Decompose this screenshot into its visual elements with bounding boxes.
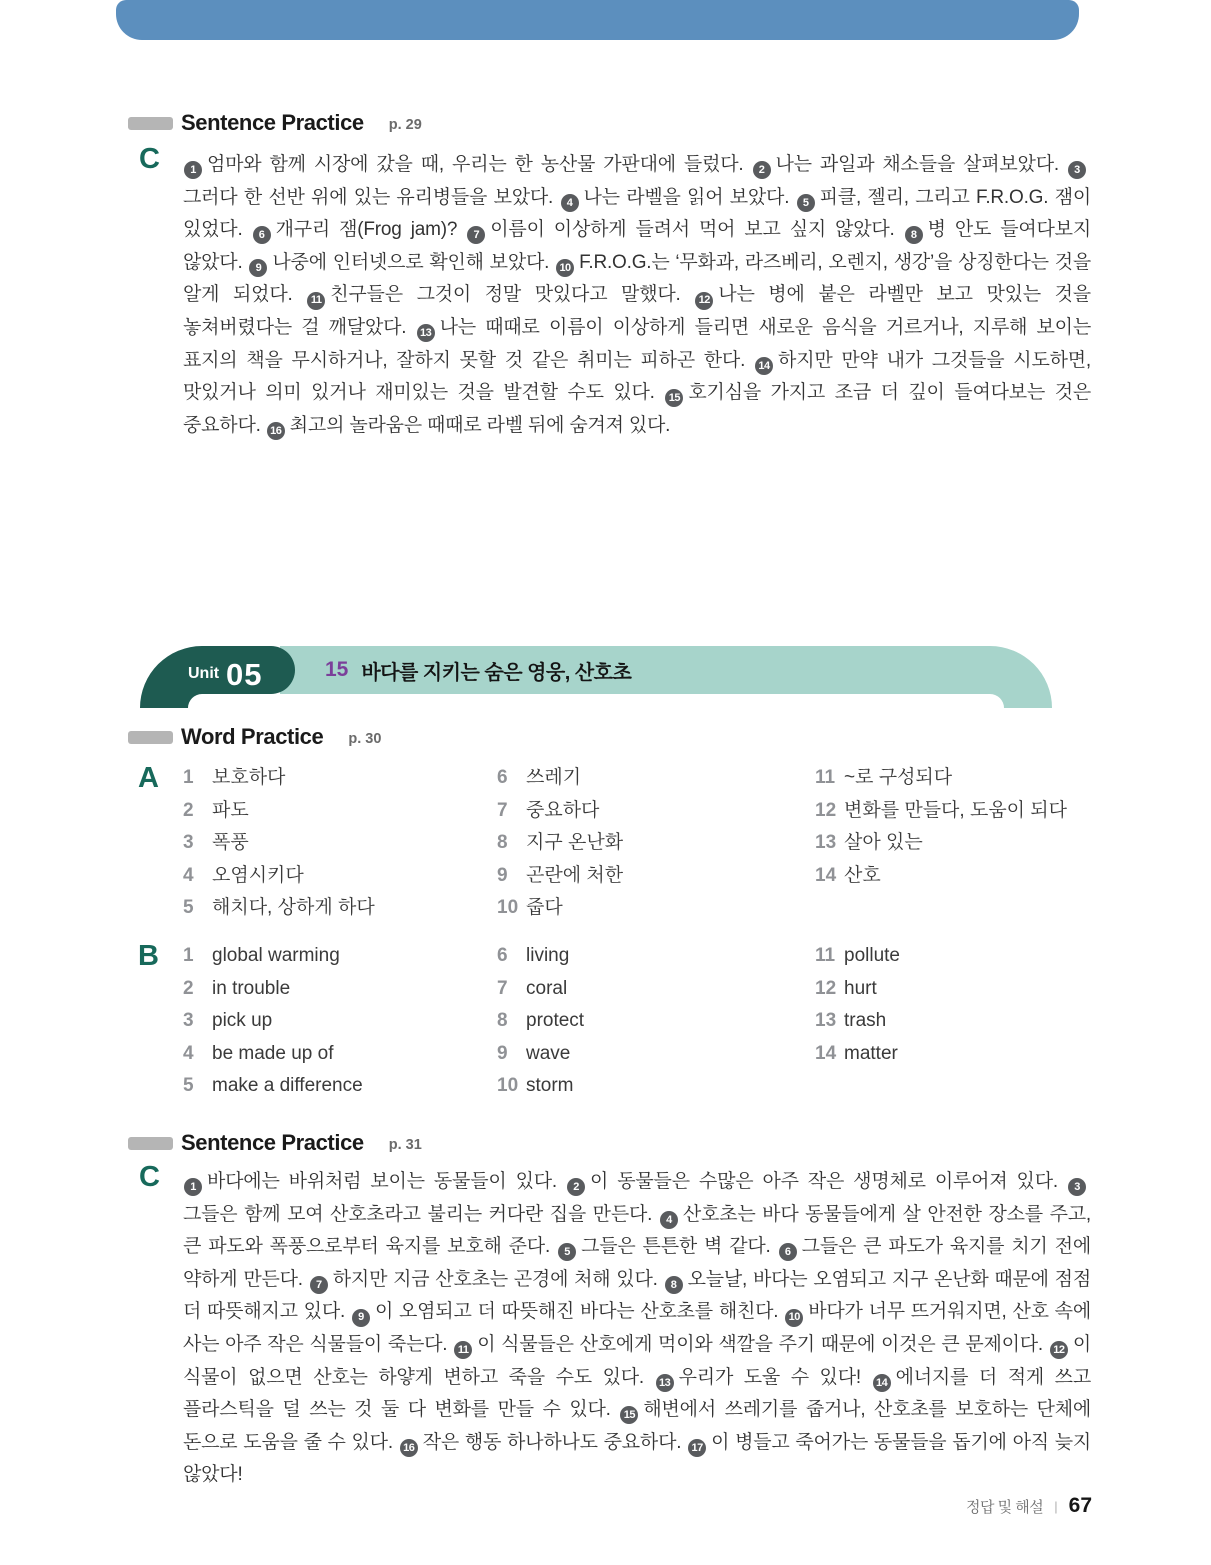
sentence-text: 우리가 도울 수 있다! — [678, 1366, 872, 1388]
sentence-number-badge: 10 — [785, 1309, 803, 1327]
sentence-text: 최고의 놀라움은 때때로 라벨 뒤에 숨겨져 있다. — [289, 414, 671, 436]
sentence-text: 이름이 이상하게 들려서 먹어 보고 싶지 않았다. — [490, 219, 904, 241]
sentence-number-badge: 8 — [905, 226, 923, 244]
sentence-number-badge: 14 — [873, 1374, 891, 1392]
word-item — [497, 827, 623, 860]
word-item — [183, 795, 375, 828]
word-item — [497, 973, 584, 1006]
word-item — [183, 827, 375, 860]
sentence-number-badge: 5 — [797, 194, 815, 212]
word-number: 12 — [815, 977, 837, 999]
word-text: 중요하다 — [526, 799, 600, 821]
sentence-number-badge: 6 — [253, 226, 271, 244]
unit-banner — [140, 646, 1060, 716]
word-text: ~로 구성되다 — [844, 767, 953, 788]
sentence-text: 나는 라벨을 읽어 보았다. — [583, 186, 796, 208]
sentence-text: 병 안도 들여다보지 않았다. — [183, 219, 1091, 273]
word-number: 1 — [183, 767, 194, 788]
heading-marker-bar — [128, 117, 173, 130]
sentence-number-badge: 13 — [417, 324, 435, 342]
sentence-text: F.R.O.G.는 ‘무화과, 라즈베리, 오렌지, 생강’을 상징한다는 것을 알게 되었다. — [183, 251, 1091, 306]
word-number: 8 — [497, 832, 508, 854]
word-number: 5 — [183, 897, 194, 919]
sentence-number-badge: 3 — [1068, 1178, 1086, 1196]
word-number: 12 — [815, 799, 837, 821]
lesson-title-row — [325, 646, 631, 694]
footer-separator: | — [1054, 1498, 1058, 1514]
sentence-text: 그들은 함께 모여 산호초라고 불리는 커다란 집을 만든다. — [183, 1203, 659, 1225]
word-text: pick up — [212, 1010, 273, 1032]
word-number: 11 — [815, 945, 836, 966]
word-text: coral — [526, 977, 568, 999]
sentence-number-badge: 7 — [467, 226, 485, 244]
word-item — [497, 1038, 584, 1071]
word-text: storm — [526, 1075, 574, 1097]
word-item — [183, 860, 375, 893]
word-number: 1 — [183, 945, 194, 966]
word-text: 파도 — [212, 799, 249, 821]
word-text: 폭풍 — [212, 832, 249, 854]
sentence-number-badge: 14 — [755, 357, 773, 375]
word-item — [815, 1038, 900, 1071]
part-label-c: C — [139, 143, 160, 175]
sentence-number-badge: 17 — [688, 1439, 706, 1457]
word-number: 2 — [183, 977, 194, 999]
word-text: matter — [844, 1042, 898, 1064]
word-number: 11 — [815, 767, 836, 788]
word-item — [183, 762, 375, 795]
part-label-b: B — [138, 940, 159, 972]
word-number: 10 — [497, 1075, 519, 1097]
word-item — [815, 827, 1067, 860]
sentence-number-badge: 9 — [352, 1309, 370, 1327]
sentence-text: 개구리 잼(Frog jam)? — [275, 219, 467, 241]
sentence-number-badge: 6 — [779, 1243, 797, 1261]
sentence-number-badge: 11 — [454, 1341, 472, 1359]
word-text: 지구 온난화 — [526, 832, 624, 854]
sentence-paragraph-p31 — [183, 1166, 1091, 1492]
word-item — [183, 1070, 363, 1103]
sentence-text: 호기심을 가지고 조금 더 깊이 들여다보는 것은 중요하다. — [183, 382, 1091, 436]
word-item — [815, 973, 900, 1006]
sentence-text: 이 동물들은 수많은 아주 작은 생명체로 이루어져 있다. — [590, 1171, 1067, 1192]
word-item — [815, 940, 900, 973]
word-item — [815, 1005, 900, 1038]
sentence-number-badge: 1 — [184, 1178, 202, 1196]
word-column — [497, 762, 623, 925]
sentence-text: 이 식물들은 산호에게 먹이와 색깔을 주기 때문에 이것은 큰 문제이다. — [477, 1333, 1049, 1355]
sentence-number-badge: 2 — [567, 1178, 585, 1196]
section-title: Word Practice — [181, 724, 324, 749]
sentence-number-badge: 16 — [267, 422, 285, 440]
word-text: living — [526, 945, 570, 966]
sentence-text: 피클, 젤리, 그리고 F.R.O.G. 잼이 있었다. — [183, 186, 1092, 241]
word-text: 해치다, 상하게 하다 — [212, 897, 375, 919]
footer-label: 정답 및 해설 — [965, 1498, 1044, 1516]
footer — [966, 1494, 1092, 1518]
word-item — [497, 892, 623, 925]
section-heading-word-practice — [128, 722, 381, 752]
word-text: be made up of — [212, 1042, 334, 1064]
word-item — [815, 795, 1067, 828]
word-text: pollute — [844, 945, 900, 966]
heading-marker-bar — [128, 1137, 173, 1150]
sentence-number-badge: 1 — [184, 161, 202, 179]
sentence-text: 나중에 인터넷으로 확인해 보았다. — [272, 251, 556, 273]
sentence-text: 그들은 튼튼한 벽 같다. — [581, 1236, 778, 1258]
word-number: 2 — [183, 799, 194, 821]
sentence-number-badge: 2 — [753, 161, 771, 179]
sentence-text: 나는 때때로 이름이 이상하게 들리면 새로운 음식을 거르거나, 지루해 보이는 표지의 책을 무시하거나, 잘하지 못할 것 같은 취미는 피하곤 한다. — [183, 316, 1091, 371]
sentence-text: 이 오염되고 더 따뜻해진 바다는 산호초를 해친다. — [374, 1301, 785, 1323]
word-text: make a difference — [212, 1075, 363, 1097]
sentence-text: 나는 과일과 채소들을 살펴보았다. — [775, 154, 1067, 175]
heading-marker-bar — [128, 731, 173, 744]
word-number: 9 — [497, 864, 508, 886]
sentence-number-badge: 15 — [620, 1406, 638, 1424]
word-column — [183, 940, 363, 1103]
word-text: 쓰레기 — [526, 767, 582, 788]
sentence-text: 에너지를 더 적게 쓰고 플라스틱을 덜 쓰는 것 둘 다 변화를 만들 수 있다. — [183, 1366, 1091, 1421]
sentence-number-badge: 8 — [665, 1276, 683, 1294]
sentence-text: 하지만 만약 내가 그것들을 시도하면, 맛있거나 의미 있거나 재미있는 것을 발견할 수도 있다. — [183, 349, 1091, 404]
page-reference: p. 30 — [348, 730, 382, 747]
sentence-number-badge: 4 — [561, 194, 579, 212]
word-number: 7 — [497, 799, 508, 821]
word-column — [815, 762, 1067, 892]
word-number: 6 — [497, 767, 508, 788]
sentence-number-badge: 11 — [307, 292, 325, 310]
word-item — [815, 860, 1067, 893]
part-label-c: C — [139, 1161, 160, 1193]
word-item — [815, 762, 1067, 795]
sentence-text: 바다에는 바위처럼 보이는 동물들이 있다. — [207, 1171, 567, 1192]
word-text: 곤란에 처한 — [526, 864, 624, 886]
sentence-text: 그들은 큰 파도가 육지를 치기 전에 약하게 만든다. — [183, 1236, 1091, 1290]
word-number: 3 — [183, 832, 194, 854]
word-number: 13 — [815, 832, 837, 854]
sentence-number-badge: 3 — [1068, 161, 1086, 179]
word-number: 14 — [815, 1042, 837, 1064]
sentence-text: 나는 병에 붙은 라벨만 보고 맛있는 것을 놓쳐버렸다는 걸 깨달았다. — [183, 284, 1091, 338]
sentence-number-badge: 7 — [310, 1276, 328, 1294]
word-text: wave — [526, 1042, 571, 1064]
section-heading-sentence-practice-29 — [128, 108, 422, 138]
word-item — [497, 860, 623, 893]
word-text: 변화를 만들다, 도움이 되다 — [844, 799, 1068, 821]
sentence-text: 오늘날, 바다는 오염되고 지구 온난화 때문에 점점 더 따뜻해지고 있다. — [183, 1268, 1091, 1323]
word-text: 보호하다 — [212, 767, 286, 788]
sentence-number-badge: 4 — [660, 1211, 678, 1229]
lesson-title: 바다를 지키는 숨은 영웅, 산호초 — [361, 661, 632, 684]
word-item — [497, 762, 623, 795]
word-number: 8 — [497, 1010, 508, 1032]
sentence-text: 바다가 너무 뜨거워지면, 산호 속에 사는 아주 작은 식물들이 죽는다. — [183, 1301, 1091, 1355]
word-item — [183, 973, 363, 1006]
word-item — [497, 940, 584, 973]
sentence-text: 이 병들고 죽어가는 동물들을 돕기에 아직 늦지 않았다! — [183, 1431, 1092, 1486]
sentence-text: 산호초는 바다 동물들에게 살 안전한 장소를 주고, 큰 파도와 폭풍으로부터 육지를 보호해 준다. — [183, 1203, 1091, 1258]
top-decoration-bar — [116, 0, 1079, 40]
sentence-number-badge: 5 — [558, 1243, 576, 1261]
word-item — [497, 1070, 584, 1103]
sentence-number-badge: 9 — [249, 259, 267, 277]
word-item — [497, 1005, 584, 1038]
word-item — [497, 795, 623, 828]
word-text: 살아 있는 — [844, 832, 923, 854]
word-column — [815, 940, 900, 1070]
word-number: 9 — [497, 1042, 508, 1064]
word-number: 13 — [815, 1010, 837, 1032]
word-item — [183, 1038, 363, 1071]
lesson-number: 15 — [325, 658, 349, 681]
word-number: 7 — [497, 977, 508, 999]
sentence-paragraph-p29 — [183, 149, 1091, 442]
word-item — [183, 1005, 363, 1038]
sentence-text: 친구들은 그것이 정말 맛있다고 말했다. — [330, 284, 695, 306]
sentence-number-badge: 12 — [695, 292, 713, 310]
word-text: 줍다 — [526, 897, 563, 919]
sentence-text: 작은 행동 하나하나도 중요하다. — [422, 1431, 688, 1453]
word-number: 5 — [183, 1075, 194, 1097]
section-title: Sentence Practice — [181, 110, 364, 135]
word-text: 산호 — [844, 864, 881, 886]
page-reference: p. 31 — [388, 1136, 422, 1153]
sentence-text: 엄마와 함께 시장에 갔을 때, 우리는 한 농산물 가판대에 들렀다. — [207, 154, 752, 175]
unit-number: 05 — [226, 657, 263, 692]
page-reference: p. 29 — [388, 116, 422, 133]
word-text: in trouble — [212, 977, 291, 999]
sentence-number-badge: 16 — [400, 1439, 418, 1457]
sentence-number-badge: 15 — [665, 389, 683, 407]
word-column — [183, 762, 375, 925]
word-text: hurt — [844, 977, 877, 999]
word-text: 오염시키다 — [212, 864, 304, 886]
word-number: 10 — [497, 897, 519, 919]
footer-page-number: 67 — [1068, 1494, 1092, 1517]
sentence-number-badge: 13 — [656, 1374, 674, 1392]
word-column — [497, 940, 584, 1103]
part-label-a: A — [138, 762, 159, 794]
section-title: Sentence Practice — [181, 1130, 364, 1155]
word-item — [183, 940, 363, 973]
word-item — [183, 892, 375, 925]
word-number: 4 — [183, 864, 194, 886]
word-number: 4 — [183, 1042, 194, 1064]
sentence-text: 그러다 한 선반 위에 있는 유리병들을 보았다. — [183, 186, 560, 208]
sentence-text: 이 식물이 없으면 산호는 하얗게 변하고 죽을 수도 있다. — [183, 1333, 1091, 1388]
sentence-number-badge: 12 — [1050, 1341, 1068, 1359]
section-heading-sentence-practice-31 — [128, 1128, 422, 1158]
unit-label: Unit — [188, 665, 220, 682]
word-number: 6 — [497, 945, 508, 966]
word-number: 14 — [815, 864, 837, 886]
word-text: global warming — [212, 945, 340, 966]
word-number: 3 — [183, 1010, 194, 1032]
word-text: protect — [526, 1010, 585, 1032]
sentence-text: 하지만 지금 산호초는 곤경에 처해 있다. — [332, 1268, 664, 1290]
word-text: trash — [844, 1010, 887, 1032]
sentence-text: 해변에서 쓰레기를 줍거나, 산호초를 보호하는 단체에 돈으로 도움을 줄 수 있다. — [183, 1399, 1091, 1453]
sentence-number-badge: 10 — [556, 259, 574, 277]
